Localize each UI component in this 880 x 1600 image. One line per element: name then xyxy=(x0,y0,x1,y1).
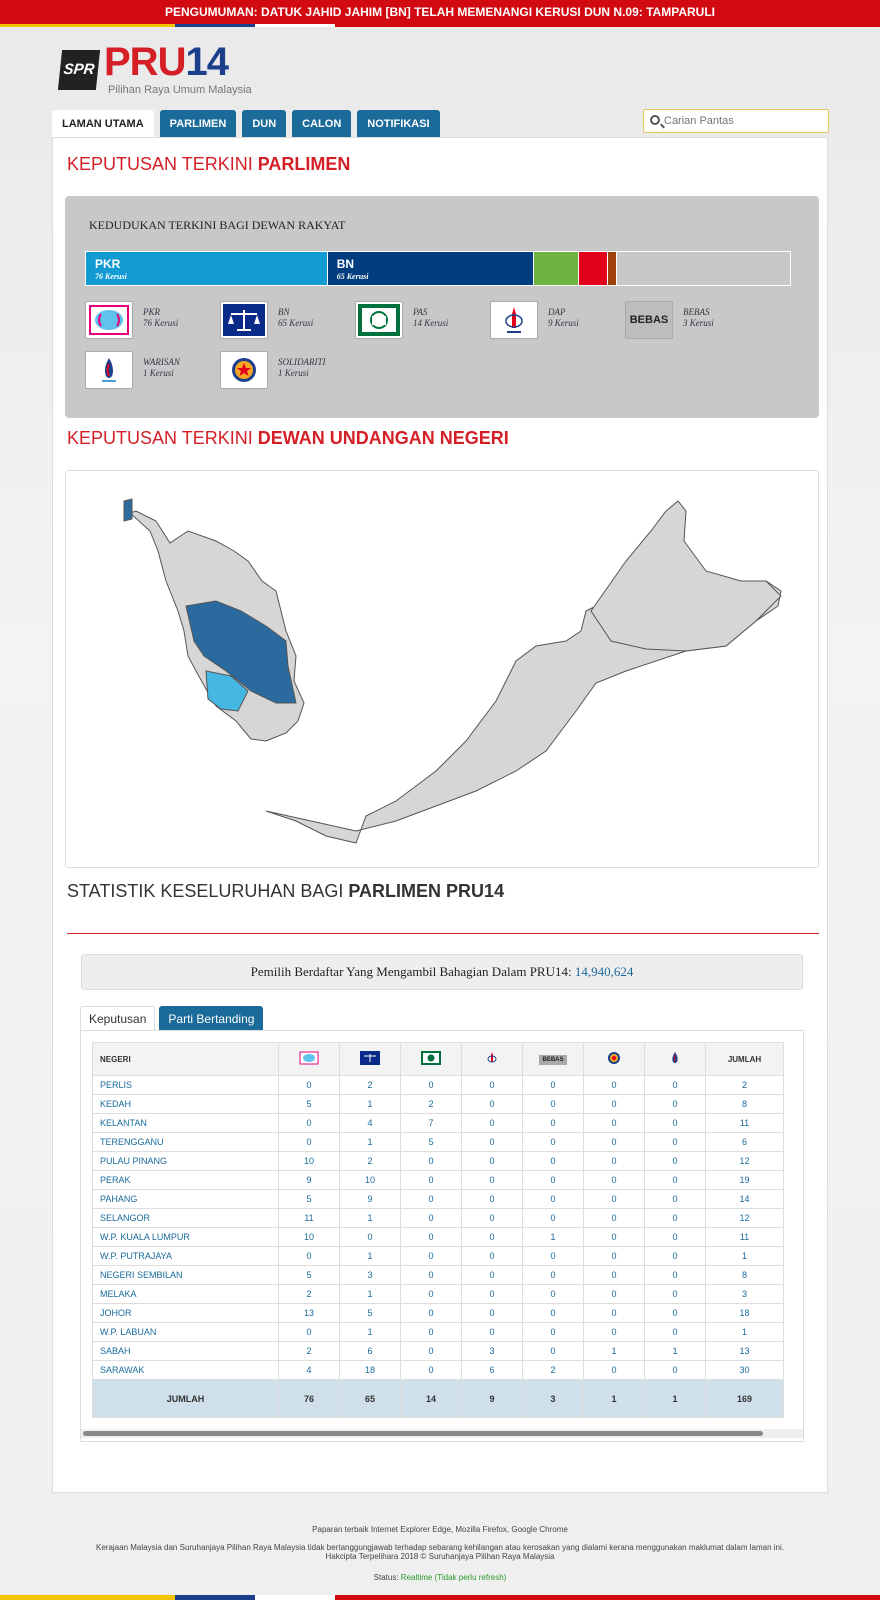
cell-value: 0 xyxy=(645,1152,706,1171)
tab-dun[interactable]: DUN xyxy=(242,110,286,138)
stats-section-title: STATISTIK KESELURUHAN BAGI PARLIMEN PRU14 xyxy=(67,881,505,901)
party-name: PAS xyxy=(413,307,428,317)
cell-value: 6 xyxy=(462,1361,523,1380)
cell-value: 7 xyxy=(401,1114,462,1133)
table-body xyxy=(93,1076,784,1418)
party-seats: 76 Kerusi xyxy=(143,318,179,328)
spr-logo-box: SPR xyxy=(58,50,100,90)
cell-state[interactable]: SABAH xyxy=(93,1342,279,1361)
total-label: JUMLAH xyxy=(93,1380,279,1418)
results-table-wrapper xyxy=(80,1030,804,1442)
cell-state[interactable]: KELANTAN xyxy=(93,1114,279,1133)
header-pkr-icon[interactable] xyxy=(279,1043,340,1076)
cell-value: 0 xyxy=(401,1304,462,1323)
bn-scales-icon xyxy=(220,301,268,339)
cell-value: 0 xyxy=(401,1152,462,1171)
voters-label: Pemilih Berdaftar Yang Mengambil Bahagian Dalam PRU14: xyxy=(250,964,575,979)
cell-value: 8 xyxy=(706,1266,784,1285)
cell-value: 0 xyxy=(584,1361,645,1380)
cell-value: 0 xyxy=(462,1095,523,1114)
cell-value: 10 xyxy=(279,1152,340,1171)
footer-copyright: Hakcipta Terpelihara 2018 © Suruhanjaya Pilihan Raya Malaysia xyxy=(325,1552,555,1561)
seat-bar-segment[interactable] xyxy=(579,252,608,285)
cell-value: 3 xyxy=(340,1266,401,1285)
cell-value: 18 xyxy=(706,1304,784,1323)
header-bebas-icon[interactable]: BEBAS xyxy=(523,1043,584,1076)
cell-value: 0 xyxy=(645,1190,706,1209)
seat-bar-party: BN xyxy=(336,257,355,271)
cell-value: 1 xyxy=(340,1285,401,1304)
cell-value: 0 xyxy=(645,1076,706,1095)
cell-value: 0 xyxy=(401,1285,462,1304)
seat-bar xyxy=(85,251,791,286)
cell-value: 0 xyxy=(462,1076,523,1095)
seat-bar-seats: 65 Kerusi xyxy=(336,272,369,281)
cell-value: 0 xyxy=(462,1323,523,1342)
cell-value: 2 xyxy=(279,1285,340,1304)
cell-state[interactable]: PERAK xyxy=(93,1171,279,1190)
cell-value: 8 xyxy=(706,1095,784,1114)
party-seats: 1 Kerusi xyxy=(143,368,174,378)
cell-value: 0 xyxy=(401,1323,462,1342)
cell-value: 0 xyxy=(645,1114,706,1133)
cell-value: 0 xyxy=(584,1266,645,1285)
cell-value: 0 xyxy=(462,1152,523,1171)
main-panel xyxy=(52,137,828,1493)
cell-value: 2 xyxy=(401,1095,462,1114)
cell-value: 0 xyxy=(462,1171,523,1190)
cell-value: 0 xyxy=(401,1228,462,1247)
cell-value: 0 xyxy=(523,1076,584,1095)
cell-value: 0 xyxy=(584,1152,645,1171)
table-row[interactable] xyxy=(93,1323,784,1342)
party-name: PKR xyxy=(143,307,160,317)
footer-disclaimer: Kerajaan Malaysia dan Suruhanjaya Pilihan Raya Malaysia tidak bertanggungjawab terhadap sebarang kehilangan atau kerosakan yang dialami kerana menggunakan maklumat dalam laman ini. xyxy=(96,1543,784,1552)
cell-value: 3 xyxy=(462,1342,523,1361)
header-warisan-icon[interactable] xyxy=(645,1043,706,1076)
dun-section-title: KEPUTUSAN TERKINI DEWAN UNDANGAN NEGERI xyxy=(67,428,509,448)
table-row[interactable] xyxy=(93,1304,784,1323)
status-value: Realtime (Tidak perlu refresh) xyxy=(400,1573,507,1582)
cell-value: 0 xyxy=(645,1095,706,1114)
cell-value: 0 xyxy=(645,1285,706,1304)
cell-value: 0 xyxy=(645,1133,706,1152)
voters-value: 14,940,624 xyxy=(574,964,634,979)
cell-value: 0 xyxy=(462,1209,523,1228)
search-input[interactable] xyxy=(664,112,824,130)
pru14-logo[interactable] xyxy=(60,40,280,98)
divider xyxy=(67,933,819,934)
table-row[interactable] xyxy=(93,1228,784,1247)
table-row[interactable] xyxy=(93,1114,784,1133)
table-row[interactable] xyxy=(93,1152,784,1171)
party-pkr[interactable] xyxy=(85,301,215,341)
seat-bar-segment[interactable] xyxy=(608,252,618,285)
cell-value: 5 xyxy=(279,1190,340,1209)
cell-value: 0 xyxy=(523,1171,584,1190)
party-name: WARISAN xyxy=(143,357,180,367)
cell-value: 0 xyxy=(279,1114,340,1133)
cell-value: 0 xyxy=(523,1247,584,1266)
party-dap[interactable] xyxy=(490,301,620,341)
cell-value: 1 xyxy=(340,1209,401,1228)
cell-value: 0 xyxy=(584,1323,645,1342)
cell-value: 0 xyxy=(584,1209,645,1228)
cell-value: 0 xyxy=(279,1247,340,1266)
cell-value: 1 xyxy=(645,1342,706,1361)
cell-value: 0 xyxy=(279,1076,340,1095)
status-label: Status: xyxy=(373,1573,401,1582)
cell-value: 6 xyxy=(340,1342,401,1361)
main-nav xyxy=(52,110,440,138)
warisan-logo-icon xyxy=(85,351,133,389)
seat-bar-segment[interactable] xyxy=(86,252,328,285)
voters-banner xyxy=(81,954,803,990)
cell-value: 0 xyxy=(645,1171,706,1190)
cell-value: 3 xyxy=(706,1285,784,1304)
cell-value: 0 xyxy=(523,1342,584,1361)
flag-stripe-top xyxy=(0,24,880,27)
map-state-perlis xyxy=(124,499,132,521)
cell-value: 1 xyxy=(523,1228,584,1247)
cell-value: 0 xyxy=(523,1190,584,1209)
announcement-bar xyxy=(0,0,880,26)
party-seats: 65 Kerusi xyxy=(278,318,314,328)
cell-value: 0 xyxy=(462,1228,523,1247)
logo-title: PRU14 xyxy=(104,40,228,84)
cell-value: 0 xyxy=(523,1266,584,1285)
cell-state[interactable]: W.P. PUTRAJAYA xyxy=(93,1247,279,1266)
total-value: 65 xyxy=(340,1380,401,1418)
cell-value: 1 xyxy=(706,1323,784,1342)
cell-value: 1 xyxy=(584,1342,645,1361)
seat-bar-party: PKR xyxy=(95,257,121,271)
party-pas[interactable] xyxy=(355,301,485,341)
cell-value: 0 xyxy=(401,1190,462,1209)
cell-value: 0 xyxy=(401,1266,462,1285)
total-value: 9 xyxy=(462,1380,523,1418)
cell-value: 0 xyxy=(523,1114,584,1133)
cell-value: 0 xyxy=(645,1304,706,1323)
cell-value: 11 xyxy=(279,1209,340,1228)
cell-state[interactable]: SELANGOR xyxy=(93,1209,279,1228)
cell-value: 0 xyxy=(462,1247,523,1266)
cell-value: 2 xyxy=(340,1152,401,1171)
cell-state[interactable]: KEDAH xyxy=(93,1095,279,1114)
pas-moon-icon xyxy=(355,301,403,339)
cell-value: 0 xyxy=(462,1190,523,1209)
cell-value: 0 xyxy=(401,1361,462,1380)
cell-value: 0 xyxy=(340,1228,401,1247)
cell-value: 0 xyxy=(645,1361,706,1380)
header-jumlah[interactable]: JUMLAH xyxy=(706,1043,784,1076)
horizontal-scrollbar-thumb[interactable] xyxy=(83,1431,763,1436)
table-row[interactable] xyxy=(93,1133,784,1152)
cell-state[interactable]: MELAKA xyxy=(93,1285,279,1304)
solidariti-star-icon xyxy=(220,351,268,389)
total-value: 1 xyxy=(645,1380,706,1418)
cell-value: 0 xyxy=(645,1209,706,1228)
cell-state[interactable]: NEGERI SEMBILAN xyxy=(93,1266,279,1285)
search-icon xyxy=(650,115,660,125)
party-name: SOLIDARITI xyxy=(278,357,326,367)
dap-rocket-icon xyxy=(490,301,538,339)
cell-value: 5 xyxy=(340,1304,401,1323)
cell-value: 1 xyxy=(340,1133,401,1152)
cell-value: 0 xyxy=(401,1209,462,1228)
cell-value: 12 xyxy=(706,1152,784,1171)
announcement-text: PENGUMUMAN: DATUK JAHID JAHIM [BN] TELAH MEMENANGI KERUSI DUN N.09: TAMPARULI xyxy=(165,5,715,19)
party-bn[interactable] xyxy=(220,301,350,341)
cell-value: 5 xyxy=(279,1095,340,1114)
map-sabah xyxy=(591,501,781,651)
cell-value: 5 xyxy=(401,1133,462,1152)
cell-value: 0 xyxy=(584,1171,645,1190)
cell-value: 0 xyxy=(279,1133,340,1152)
header-pas-icon[interactable] xyxy=(401,1043,462,1076)
cell-value: 0 xyxy=(523,1152,584,1171)
party-seats: 1 Kerusi xyxy=(278,368,309,378)
table-row[interactable] xyxy=(93,1361,784,1380)
cell-value: 0 xyxy=(523,1285,584,1304)
cell-value: 10 xyxy=(279,1228,340,1247)
parlimen-section-title: KEPUTUSAN TERKINI PARLIMEN xyxy=(67,154,351,174)
tab-parlimen[interactable]: PARLIMEN xyxy=(160,110,237,138)
party-name: DAP xyxy=(548,307,566,317)
cell-value: 9 xyxy=(279,1171,340,1190)
cell-value: 0 xyxy=(645,1228,706,1247)
cell-value: 0 xyxy=(645,1247,706,1266)
cell-value: 13 xyxy=(706,1342,784,1361)
dun-map-container xyxy=(65,470,819,868)
cell-state[interactable]: SARAWAK xyxy=(93,1361,279,1380)
cell-value: 6 xyxy=(706,1133,784,1152)
bebas-logo-icon: BEBAS xyxy=(625,301,673,339)
seat-bar-seats: 76 Kerusi xyxy=(95,272,127,281)
cell-value: 10 xyxy=(340,1171,401,1190)
table-row[interactable] xyxy=(93,1095,784,1114)
party-seats: 3 Kerusi xyxy=(683,318,714,328)
cell-value: 0 xyxy=(584,1228,645,1247)
cell-value: 13 xyxy=(279,1304,340,1323)
cell-state[interactable]: PAHANG xyxy=(93,1190,279,1209)
cell-value: 0 xyxy=(279,1323,340,1342)
cell-value: 0 xyxy=(645,1266,706,1285)
seat-bar-segment[interactable] xyxy=(328,252,535,285)
cell-value: 0 xyxy=(523,1133,584,1152)
cell-value: 1 xyxy=(706,1247,784,1266)
cell-value: 4 xyxy=(279,1361,340,1380)
results-table xyxy=(92,1042,784,1418)
malaysia-map xyxy=(66,471,818,867)
tab-parti-bertanding[interactable]: Parti Bertanding xyxy=(159,1006,263,1030)
cell-state[interactable]: W.P. LABUAN xyxy=(93,1323,279,1342)
party-seats: 14 Kerusi xyxy=(413,318,449,328)
table-row[interactable] xyxy=(93,1190,784,1209)
cell-value: 0 xyxy=(584,1304,645,1323)
cell-value: 4 xyxy=(340,1114,401,1133)
header-dap-icon[interactable] xyxy=(462,1043,523,1076)
cell-value: 0 xyxy=(584,1133,645,1152)
tab-calon[interactable]: CALON xyxy=(292,110,351,138)
header-negeri[interactable]: NEGERI xyxy=(93,1043,279,1076)
cell-value: 2 xyxy=(279,1342,340,1361)
stats-tabs xyxy=(80,1006,263,1030)
cell-value: 5 xyxy=(279,1266,340,1285)
cell-value: 0 xyxy=(401,1342,462,1361)
tab-laman-utama[interactable]: LAMAN UTAMA xyxy=(52,110,154,138)
search-box[interactable] xyxy=(643,109,829,133)
footer-status xyxy=(0,1573,880,1582)
party-seats: 9 Kerusi xyxy=(548,318,579,328)
party-warisan[interactable] xyxy=(85,351,215,391)
cell-state[interactable]: TERENGGANU xyxy=(93,1133,279,1152)
cell-value: 0 xyxy=(401,1247,462,1266)
cell-value: 0 xyxy=(584,1247,645,1266)
total-value: 1 xyxy=(584,1380,645,1418)
cell-value: 0 xyxy=(584,1114,645,1133)
total-value: 3 xyxy=(523,1380,584,1418)
cell-value: 11 xyxy=(706,1228,784,1247)
table-total-row xyxy=(93,1380,784,1418)
cell-state[interactable]: PULAU PINANG xyxy=(93,1152,279,1171)
table-row[interactable] xyxy=(93,1342,784,1361)
parlimen-summary xyxy=(65,196,819,418)
party-name: BN xyxy=(278,307,290,317)
cell-value: 0 xyxy=(584,1076,645,1095)
table-row[interactable] xyxy=(93,1285,784,1304)
cell-value: 0 xyxy=(401,1076,462,1095)
logo-subtitle: Pilihan Raya Umum Malaysia xyxy=(108,84,252,96)
cell-value: 0 xyxy=(584,1285,645,1304)
cell-value: 1 xyxy=(340,1323,401,1342)
cell-value: 18 xyxy=(340,1361,401,1380)
cell-value: 30 xyxy=(706,1361,784,1380)
cell-value: 14 xyxy=(706,1190,784,1209)
header-solidariti-icon[interactable] xyxy=(584,1043,645,1076)
cell-value: 0 xyxy=(462,1133,523,1152)
cell-value: 0 xyxy=(523,1304,584,1323)
cell-value: 0 xyxy=(462,1304,523,1323)
total-value: 76 xyxy=(279,1380,340,1418)
table-row[interactable] xyxy=(93,1076,784,1095)
flag-stripe-bottom xyxy=(0,1595,880,1600)
cell-value: 0 xyxy=(523,1095,584,1114)
total-value: 14 xyxy=(401,1380,462,1418)
cell-state[interactable]: W.P. KUALA LUMPUR xyxy=(93,1228,279,1247)
cell-value: 19 xyxy=(706,1171,784,1190)
table-row[interactable] xyxy=(93,1247,784,1266)
cell-value: 0 xyxy=(584,1190,645,1209)
cell-value: 0 xyxy=(462,1285,523,1304)
cell-value: 2 xyxy=(706,1076,784,1095)
table-row[interactable] xyxy=(93,1266,784,1285)
cell-value: 0 xyxy=(523,1209,584,1228)
tab-keputusan[interactable]: Keputusan xyxy=(80,1006,155,1030)
pkr-logo-icon xyxy=(85,301,133,339)
tab-notifikasi[interactable]: NOTIFIKASI xyxy=(357,110,439,138)
party-name: BEBAS xyxy=(683,307,710,317)
cell-value: 1 xyxy=(340,1095,401,1114)
cell-value: 9 xyxy=(340,1190,401,1209)
cell-value: 12 xyxy=(706,1209,784,1228)
cell-value: 11 xyxy=(706,1114,784,1133)
party-bebas[interactable] xyxy=(625,301,755,341)
cell-value: 0 xyxy=(523,1323,584,1342)
table-row[interactable] xyxy=(93,1209,784,1228)
seat-bar-segment[interactable] xyxy=(534,252,579,285)
footer-browsers: Paparan terbaik Internet Explorer Edge, Mozilla Firefox, Google Chrome xyxy=(312,1525,568,1534)
header-bn-icon[interactable] xyxy=(340,1043,401,1076)
party-solidariti[interactable] xyxy=(220,351,350,391)
table-row[interactable] xyxy=(93,1171,784,1190)
cell-state[interactable]: JOHOR xyxy=(93,1304,279,1323)
total-value: 169 xyxy=(706,1380,784,1418)
cell-value: 2 xyxy=(340,1076,401,1095)
cell-state[interactable]: PERLIS xyxy=(93,1076,279,1095)
table-header xyxy=(93,1043,784,1076)
cell-value: 0 xyxy=(462,1114,523,1133)
cell-value: 2 xyxy=(523,1361,584,1380)
cell-value: 0 xyxy=(401,1171,462,1190)
dewan-rakyat-caption: KEDUDUKAN TERKINI BAGI DEWAN RAKYAT xyxy=(89,218,346,232)
cell-value: 0 xyxy=(462,1266,523,1285)
cell-value: 1 xyxy=(340,1247,401,1266)
cell-value: 0 xyxy=(645,1323,706,1342)
cell-value: 0 xyxy=(584,1095,645,1114)
